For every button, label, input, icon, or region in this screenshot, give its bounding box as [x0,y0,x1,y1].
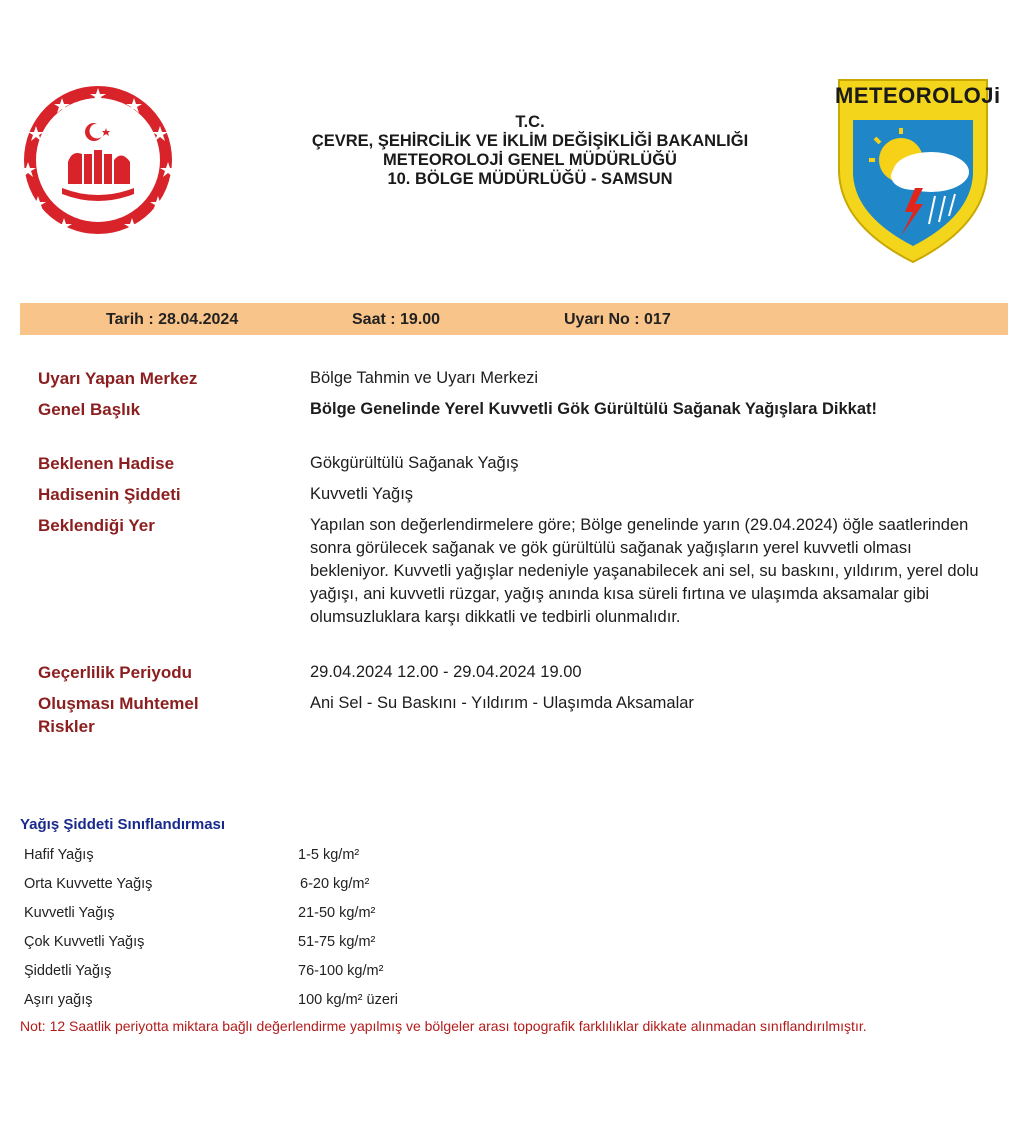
header-line-directorate: METEOROLOJİ GENEL MÜDÜRLÜĞÜ [383,151,677,169]
warning-number: Uyarı No : 017 [564,311,671,328]
field-value: Bölge Tahmin ve Uyarı Merkezi [310,369,539,387]
class-name: Kuvvetli Yağış [24,905,115,921]
class-name: Orta Kuvvette Yağış [24,876,153,892]
table-row [22,988,522,1017]
table-row [22,843,522,872]
field-label: Uyarı Yapan Merkez [38,369,198,388]
class-name: Şiddetli Yağış [24,963,112,979]
field-label: Geçerlilik Periyodu [38,663,193,682]
field-value: Kuvvetli Yağış [310,485,414,503]
field-label: Hadisenin Şiddeti [38,485,181,504]
meteoroloji-logo-text: METEOROLOJi [835,83,1001,108]
class-name: Çok Kuvvetli Yağış [24,934,145,950]
classification-title: Yağış Şiddeti Sınıflandırması [20,816,226,833]
class-value: 1-5 kg/m² [298,847,360,863]
field-value: Yapılan son değerlendirmelere göre; Bölge genelinde yarın (29.04.2024) öğle saatlerinden sonra görülecek sağanak ve gök gürültülü sağanak yağışların yerel kuvvetli olması bekleniyor. Kuvvetli yağışlar nedeniyle yaşanabilecek ani sel, su baskını, yıldırım, yerel dolu yağışı, ani kuvvetli rüzgar, yağış anında kısa süreli fırtına ve ulaşımda aksamalar gibi olumsuzluklara karşı dikkatli ve tedbirli olunmalıdır. [310,516,979,626]
field-label: Genel Başlık [38,400,141,419]
meteoroloji-shield-icon [835,76,1001,264]
field-value: Bölge Genelinde Yerel Kuvvetli Gök Gürültülü Sağanak Yağışlara Dikkat! [310,400,878,418]
field-value: 29.04.2024 12.00 - 29.04.2024 19.00 [310,663,582,681]
classification-note: Not: 12 Saatlik periyotta miktara bağlı değerlendirme yapılmış ve bölgeler arası topografik farklılıklar dikkate alınmadan sınıflandırılmıştır. [20,1018,867,1034]
class-name: Hafif Yağış [24,847,94,863]
warning-time: Saat : 19.00 [352,311,441,328]
field-label: Beklendiği Yer [38,516,155,535]
table-row [22,872,522,901]
field-label: Beklenen Hadise [38,454,175,473]
warning-info-bar [20,303,1008,335]
class-value: 6-20 kg/m² [300,876,370,892]
class-value: 100 kg/m² üzeri [298,992,398,1008]
table-row [22,959,522,988]
table-row [22,930,522,959]
field-value: Ani Sel - Su Baskını - Yıldırım - Ulaşımda Aksamalar [310,694,694,712]
warning-date: Tarih : 28.04.2024 [106,311,239,328]
class-value: 76-100 kg/m² [298,963,384,979]
field-label: Oluşması Muhtemel Riskler [38,694,199,736]
class-name: Aşırı yağış [24,992,93,1008]
ministry-seal-icon [22,84,174,236]
header-line-ministry: ÇEVRE, ŞEHİRCİLİK VE İKLİM DEĞİŞİKLİĞİ BAKANLIĞI [311,132,749,150]
table-row [22,901,522,930]
header-line-tc: T.C. [515,113,545,131]
class-value: 51-75 kg/m² [298,934,376,950]
field-value: Gökgürültülü Sağanak Yağış [310,454,519,472]
class-value: 21-50 kg/m² [298,905,376,921]
ministry-header [220,113,840,189]
classification-table [22,843,522,1017]
header-line-region: 10. BÖLGE MÜDÜRLÜĞÜ - SAMSUN [387,170,673,188]
